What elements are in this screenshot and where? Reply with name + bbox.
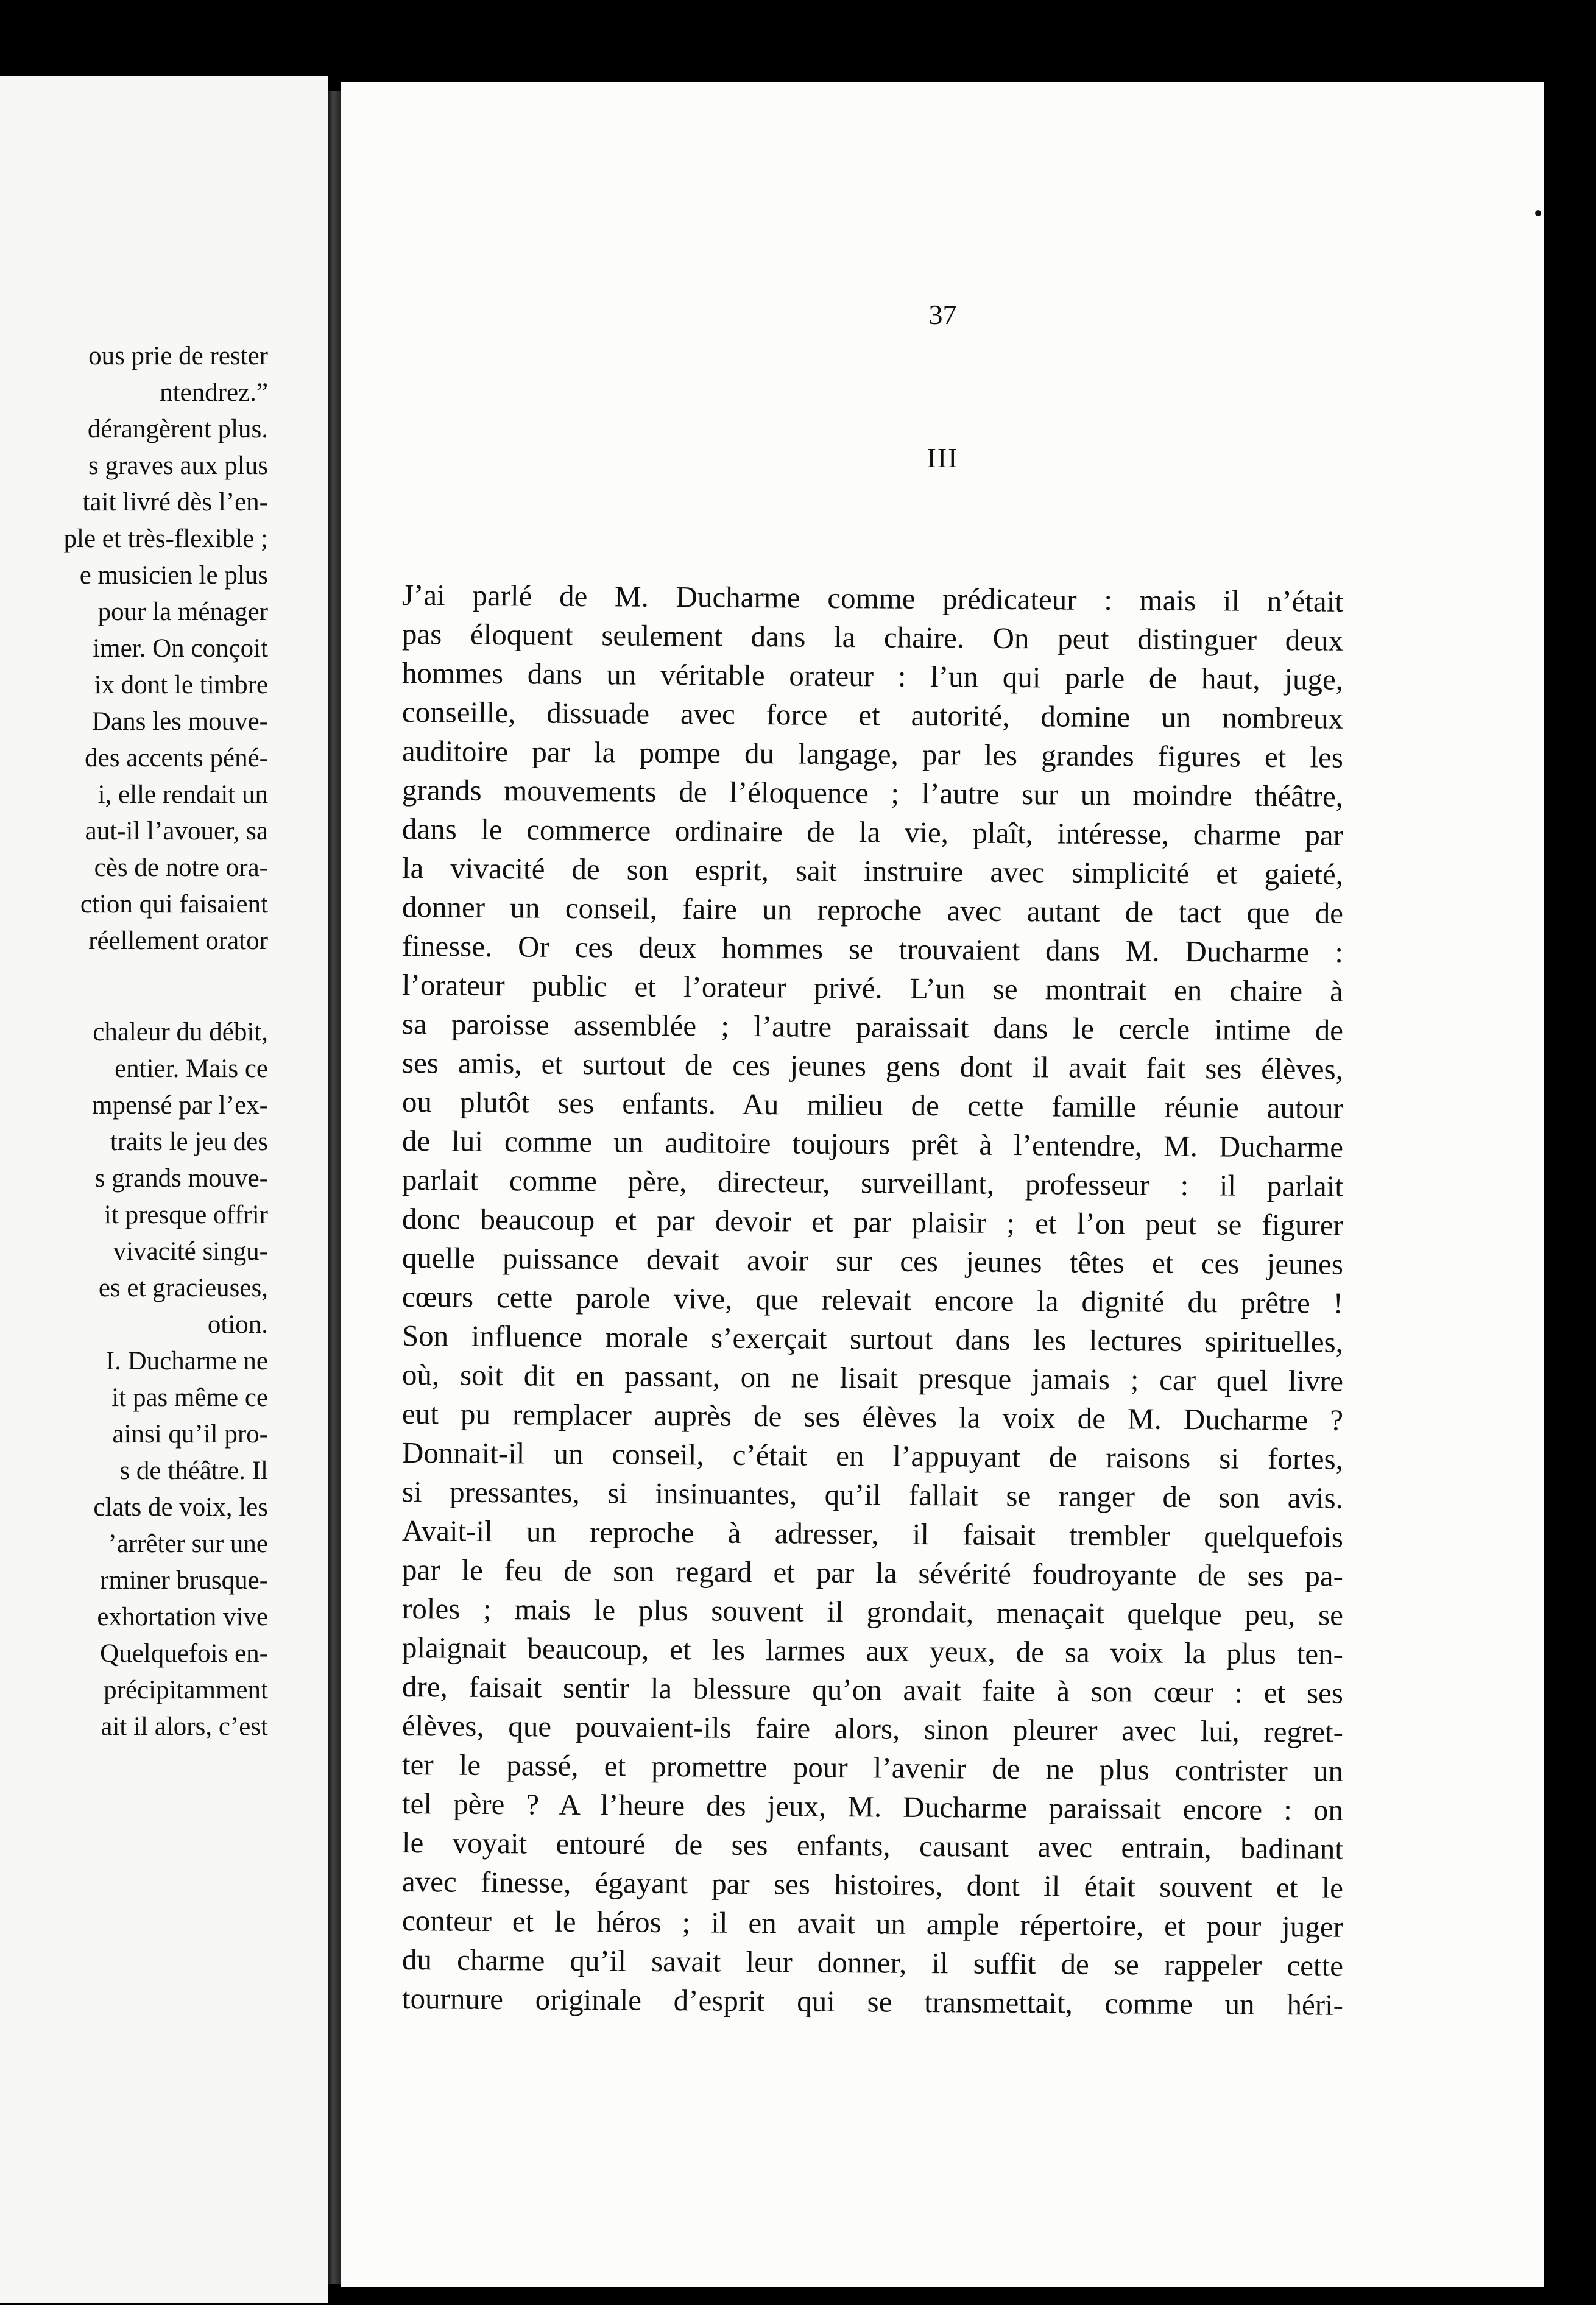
left-text-line: ait il alors, c’est [101,1712,268,1741]
left-text-line: otion. [207,1310,268,1339]
body-text-line: élèves, que pouvaient-ils faire alors, sinon pleurer avec lui, regret- [401,1709,1344,1749]
body-text-line: l’orateur public et l’orateur privé. L’un se montrait en chaire à [401,968,1344,1008]
body-text-line: pas éloquent seulement dans la chaire. On peut distinguer deux [401,617,1344,657]
left-text-line: s graves aux plus [88,451,268,480]
left-text-line: ction qui faisaient [80,890,268,919]
left-text-line: imer. On conçoit [93,634,268,663]
body-text-line: Donnait-il un conseil, c’était en l’appuyant de raisons si fortes, [401,1436,1344,1476]
body-text [401,576,1344,2022]
left-text-line: exhortation vive [97,1603,268,1631]
body-text-line: ter le passé, et promettre pour l’avenir de ne plus contrister un [401,1748,1344,1788]
left-text-line: dérangèrent plus. [87,415,268,443]
left-page [0,76,328,2303]
left-text-line: ix dont le timbre [94,671,268,699]
left-text-line: des accents péné- [85,744,268,772]
left-text-line: s de théâtre. Il [119,1456,268,1485]
left-text-line: entier. Mais ce [115,1054,268,1083]
body-text-line: si pressantes, si insinuantes, qu’il fallait se ranger de son avis. [401,1475,1344,1515]
body-text-line: Avait-il un reproche à adresser, il faisait trembler quelquefois [401,1514,1344,1554]
left-text-line: I. Ducharme ne [105,1347,268,1375]
left-text-line: it pas même ce [111,1383,268,1412]
left-text-line: ainsi qu’il pro- [112,1420,268,1449]
body-text-line: eut pu remplacer auprès de ses élèves la voix de M. Ducharme ? [401,1397,1344,1437]
body-text-line: tel père ? A l’heure des jeux, M. Ducharme paraissait encore : on [401,1787,1344,1827]
left-text-line: e musicien le plus [79,561,268,590]
left-text-line: aut-il l’avouer, sa [85,817,268,845]
left-text-line: vivacité singu- [113,1237,268,1266]
left-text-line: i, elle rendait un [97,780,268,809]
body-text-line: donc beaucoup et par devoir et par plaisir ; et l’on peut se figurer [401,1202,1344,1242]
left-text-line: es et gracieuses, [98,1274,268,1302]
scan-speck [1535,210,1541,216]
body-text-line: tournure originale d’esprit qui se transmettait, comme un héri- [401,1982,1344,2022]
left-text-line: pour la ménager [97,598,268,626]
body-text-line: dans le commerce ordinaire de la vie, plaît, intéresse, charme par [401,812,1344,852]
body-text-line: sa paroisse assemblée ; l’autre paraissait dans le cercle intime de [401,1007,1344,1047]
left-text-line: mpensé par l’ex- [92,1091,268,1120]
body-text-line: du charme qu’il savait leur donner, il suffit de se rappeler cette [401,1943,1344,1983]
left-text-line: traits le jeu des [110,1128,268,1156]
right-page [341,82,1544,2287]
left-text-line: Dans les mouve- [92,707,268,736]
body-text-line: ses amis, et surtout de ces jeunes gens dont il avait fait ses élèves, [401,1046,1344,1086]
body-text-line: par le feu de son regard et par la sévérité foudroyante de ses pa- [401,1553,1344,1593]
left-text-line: it presque offrir [104,1201,268,1229]
body-text-line: parlait comme père, directeur, surveillant, professeur : il parlait [401,1163,1344,1203]
body-text-line: finesse. Or ces deux hommes se trouvaient dans M. Ducharme : [401,929,1344,969]
body-text-line: quelle puissance devait avoir sur ces jeunes têtes et ces jeunes [401,1241,1344,1281]
body-text-line: roles ; mais le plus souvent il grondait, menaçait quelque peu, se [401,1592,1344,1632]
left-text-line: précipitamment [104,1676,268,1704]
book-gutter [328,91,341,2284]
left-text-line: Quelquefois en- [100,1639,268,1668]
body-text-line: conteur et le héros ; il en avait un ample répertoire, et pour juger [401,1904,1344,1944]
section-heading: III [927,442,959,473]
body-text-line: grands mouvements de l’éloquence ; l’autre sur un moindre théâtre, [401,773,1344,813]
left-text-line: s grands mouve- [94,1164,268,1193]
left-text-line: chaleur du débit, [93,1018,268,1047]
body-text-line: dre, faisait sentir la blessure qu’on avait faite à son cœur : et ses [401,1670,1344,1710]
body-text-line: plaignait beaucoup, et les larmes aux yeux, de sa voix la plus ten- [401,1631,1344,1671]
body-text-line: Son influence morale s’exerçait surtout dans les lectures spirituelles, [401,1319,1344,1359]
body-text-line: cœurs cette parole vive, que relevait encore la dignité du prêtre ! [401,1280,1344,1320]
body-text-line: de lui comme un auditoire toujours prêt à l’entendre, M. Ducharme [401,1124,1344,1164]
left-text-line: ple et très-flexible ; [63,524,268,553]
body-text-line: J’ai parlé de M. Ducharme comme prédicateur : mais il n’était [401,578,1344,618]
body-text-line: avec finesse, égayant par ses histoires, dont il était souvent et le [401,1865,1344,1905]
body-text-line: où, soit dit en passant, on ne lisait presque jamais ; car quel livre [401,1358,1344,1398]
left-text-line: réellement orator [88,927,268,955]
left-text-line: tait livré dès l’en- [82,488,268,517]
left-text-line: rminer brusque- [100,1566,268,1595]
body-text-line: ou plutôt ses enfants. Au milieu de cette famille réunie autour [401,1085,1344,1125]
body-text-line: la vivacité de son esprit, sait instruire avec simplicité et gaieté, [401,851,1344,891]
left-text-line: ous prie de rester [88,342,268,370]
body-text-line: hommes dans un véritable orateur : l’un qui parle de haut, juge, [401,656,1344,696]
body-text-line: le voyait entouré de ses enfants, causant avec entrain, badinant [401,1826,1344,1866]
left-text-line: cès de notre ora- [94,853,268,882]
left-text-line: clats de voix, les [93,1493,268,1522]
body-text-line: auditoire par la pompe du langage, par les grandes figures et les [401,734,1344,774]
body-text-line: conseille, dissuade avec force et autorité, domine un nombreux [401,695,1344,735]
left-text-line: ntendrez.” [160,378,268,407]
body-text-line: donner un conseil, faire un reproche avec autant de tact que de [401,890,1344,930]
page-number: 37 [928,299,957,330]
left-text-line: ’arrêter sur une [108,1530,268,1558]
